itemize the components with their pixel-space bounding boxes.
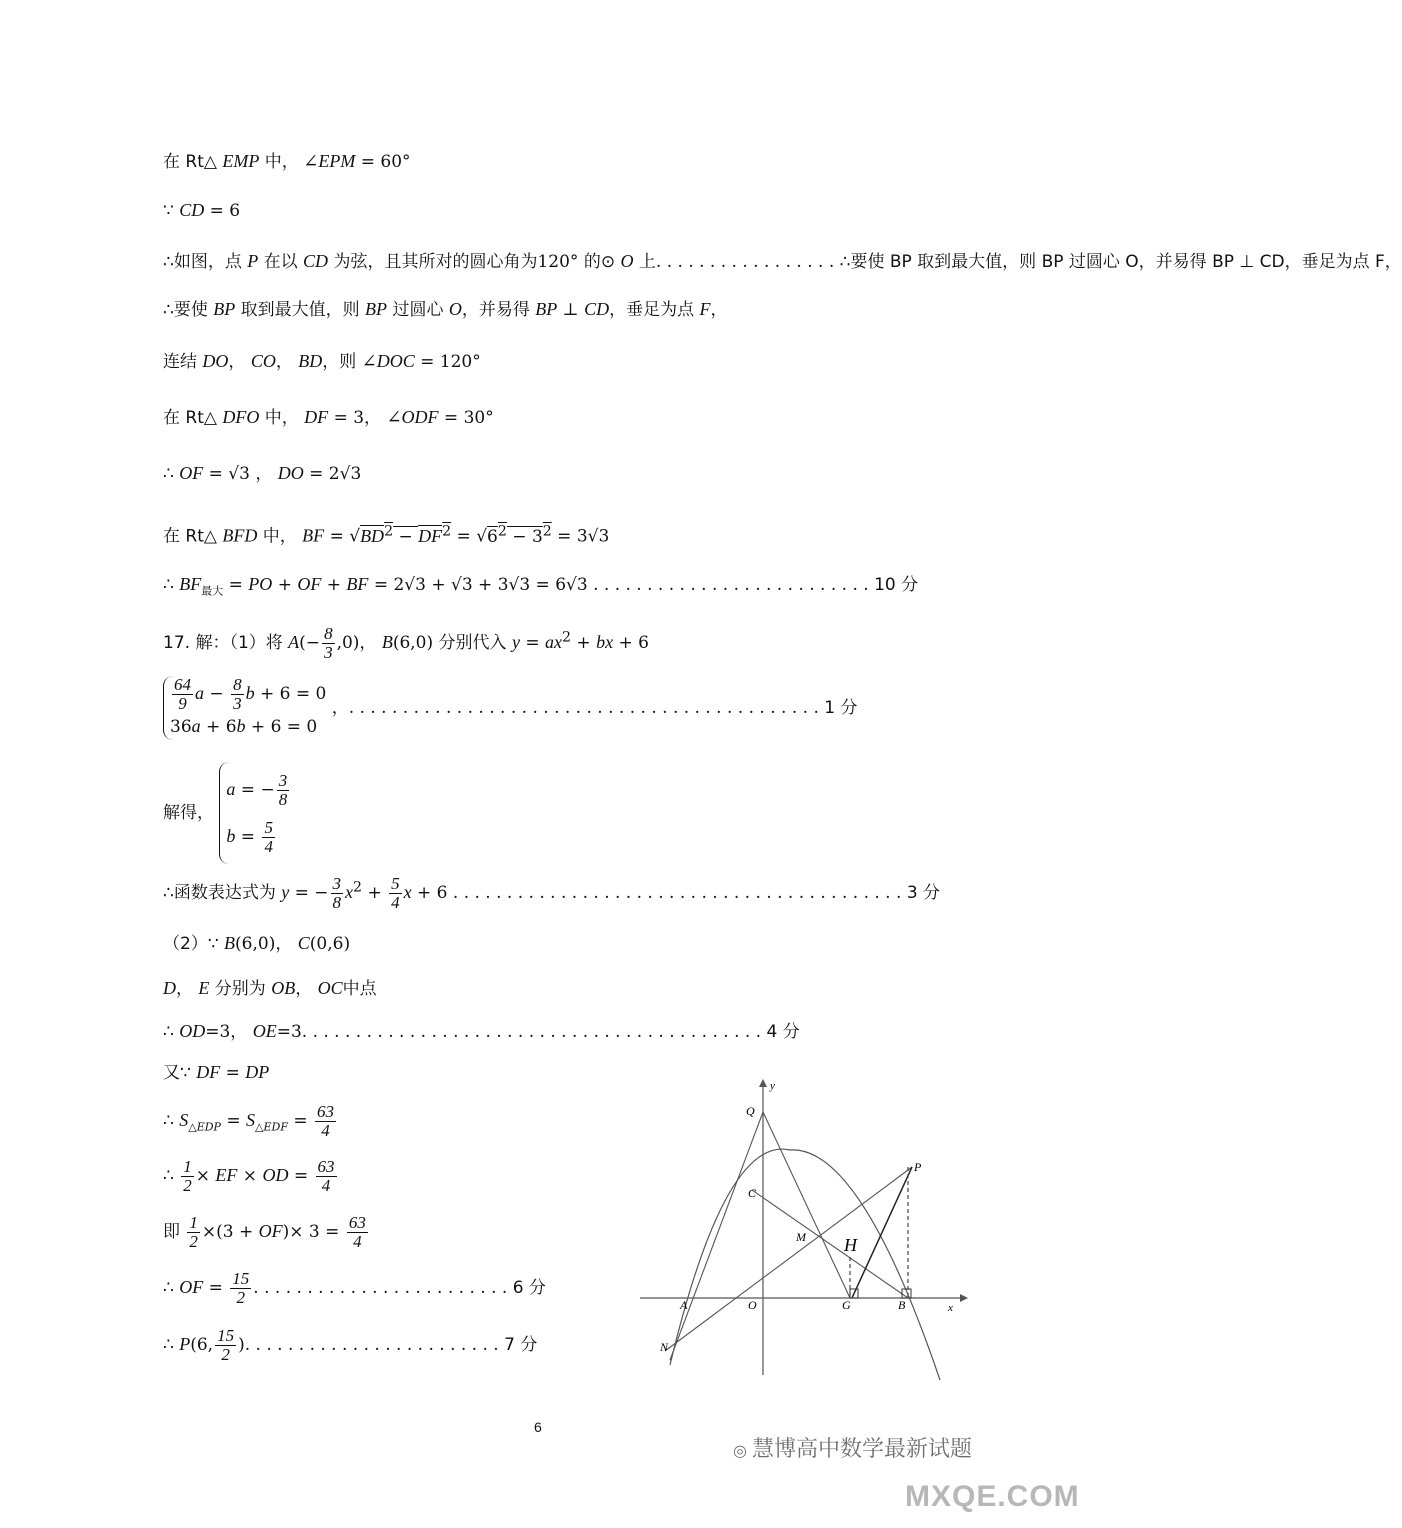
label-O: O [748,1298,757,1312]
label-Q: Q [746,1104,755,1118]
score-1: 1 分 [824,698,858,718]
label-A: A [680,1298,688,1312]
score-10: 10 分 [874,575,919,595]
watermark: ◎ 慧博高中数学最新试题 [733,1437,973,1462]
label-H: H [844,1235,857,1255]
wechat-icon: ◎ [733,1441,753,1460]
label-x: x [948,1302,953,1314]
label-B: B [898,1298,906,1312]
label-C: C [748,1186,757,1200]
line-14: （2）∵ B(6,0)， C(0,6) [163,933,351,954]
score-9: ∴要使 BP 取到最大值，则 BP 过圆心 O，并易得 BP ⊥ CD，垂足为点 F， [839,252,1402,272]
score-3: 3 分 [906,883,941,903]
label-y: y [770,1080,775,1092]
line-7: ∴ OF = √3 ， DO = 2√3 [163,463,362,484]
segment-GP [852,1167,912,1298]
line-QG [763,1112,850,1298]
line-19: ∴ $\frac{1}{2}$ × EF × OD = $\frac{63}{4}$ [163,1157,335,1195]
score-7: 7 分 [504,1335,538,1355]
line-10: 17. 解：（1）将 A(− $\frac{8}{3}$ ,0)， B(6,0) 分别代入 $y = ax^2$ + bx + 6 [163,624,649,662]
line-15: D， E 分别为 OB， OC中点 [163,978,377,999]
line-13: ∴函数表达式为 y = − $\frac{3}{8}$ $x^2$ + $\frac{5}{4}$ x + 6 . . . . . . . . . . . . . . . . . . . . . . . . . . . . . . . . . . . . . . . . . . 3 分 [163,874,941,912]
x-arrow-icon [960,1294,968,1302]
label-N: N [660,1340,669,1354]
line-11: $\frac{64}{9}$ a − $\frac{8}{3}$ b + 6 = 0 36a + 6b + 6 = 0 ，. . . . . . . . . . . . . . . . . . . . . . . . . . . . . . . . . . . . . . . . . . . . 1 分 [163,676,858,740]
line-5: 连结 DO， CO， BD，则 ∠DOC = 120° [163,351,481,372]
label-P: P [914,1160,922,1174]
line-4: ∴要使 BP 取到最大值，则 BP 过圆心 O，并易得 BP ⊥ CD，垂足为点 F， [163,299,728,320]
score-6: 6 分 [512,1278,546,1298]
line-8: 在 Rt△ BFD 中， BF = $√BD^2 - DF^2 = √6^2 - 3^2 = 3√3$ [163,523,610,547]
page-number: 6 [534,1419,542,1435]
line-1: 在 Rt△ EMP 中， ∠EPM = 60° [163,151,411,172]
line-3: ∴如图，点 P 在以 CD 为弦，且其所对的圆心角为120° 的⊙ O 上. . . . . . . . . . . . . . . . . ∴要使 BP 取到最大值，则 BP 过圆心 O，并易得 BP ⊥ CD，垂足为点 F， [163,251,1402,272]
line-NP [665,1167,912,1351]
line-2: ∵ CD = 6 [163,200,241,221]
line-18: ∴ $S_{\triangle EDP} = S_{\triangle EDF}$ = $\frac{63}{4}$ [163,1102,335,1140]
watermark-site: MXQE.COM [905,1480,1080,1513]
label-M: M [796,1230,806,1244]
line-QA [670,1112,763,1360]
line-16: ∴ OD=3， OE=3. . . . . . . . . . . . . . . . . . . . . . . . . . . . . . . . . . . . . . . . . . . 4 分 [163,1021,800,1042]
line-6: 在 Rt△ DFO 中， DF = 3， ∠ODF = 30° [163,407,494,428]
line-9: ∴ $BF_{最大}$ = PO + OF + BF = 2√3 + √3 + 3√3 = 6√3 . . . . . . . . . . . . . . . . . . . . . . . . . . 10 分 [163,574,919,598]
line-22: ∴ P(6, $\frac{15}{2}$ ). . . . . . . . . . . . . . . . . . . . . . . . 7 分 [163,1326,538,1364]
line-12: 解得， a = − $\frac{3}{8}$ b = $\frac{5}{4}$ [163,762,291,864]
line-20: 即 $\frac{1}{2}$ ×(3 + OF)× 3 = $\frac{63}{4}$ [163,1213,366,1251]
parabola [670,1149,940,1380]
y-arrow-icon [759,1079,767,1087]
label-G: G [842,1298,851,1312]
score-4: 4 分 [766,1022,800,1042]
line-21: ∴ OF = $\frac{15}{2}$ . . . . . . . . . . . . . . . . . . . . . . . . 6 分 [163,1269,546,1307]
equation-system: $\frac{64}{9}$ a − $\frac{8}{3}$ b + 6 = 0 36a + 6b + 6 = 0 [163,676,326,740]
geometry-figure [630,1075,975,1385]
line-17: 又∵ DF = DP [163,1062,270,1083]
solution-system: a = − $\frac{3}{8}$ b = $\frac{5}{4}$ [219,762,291,864]
